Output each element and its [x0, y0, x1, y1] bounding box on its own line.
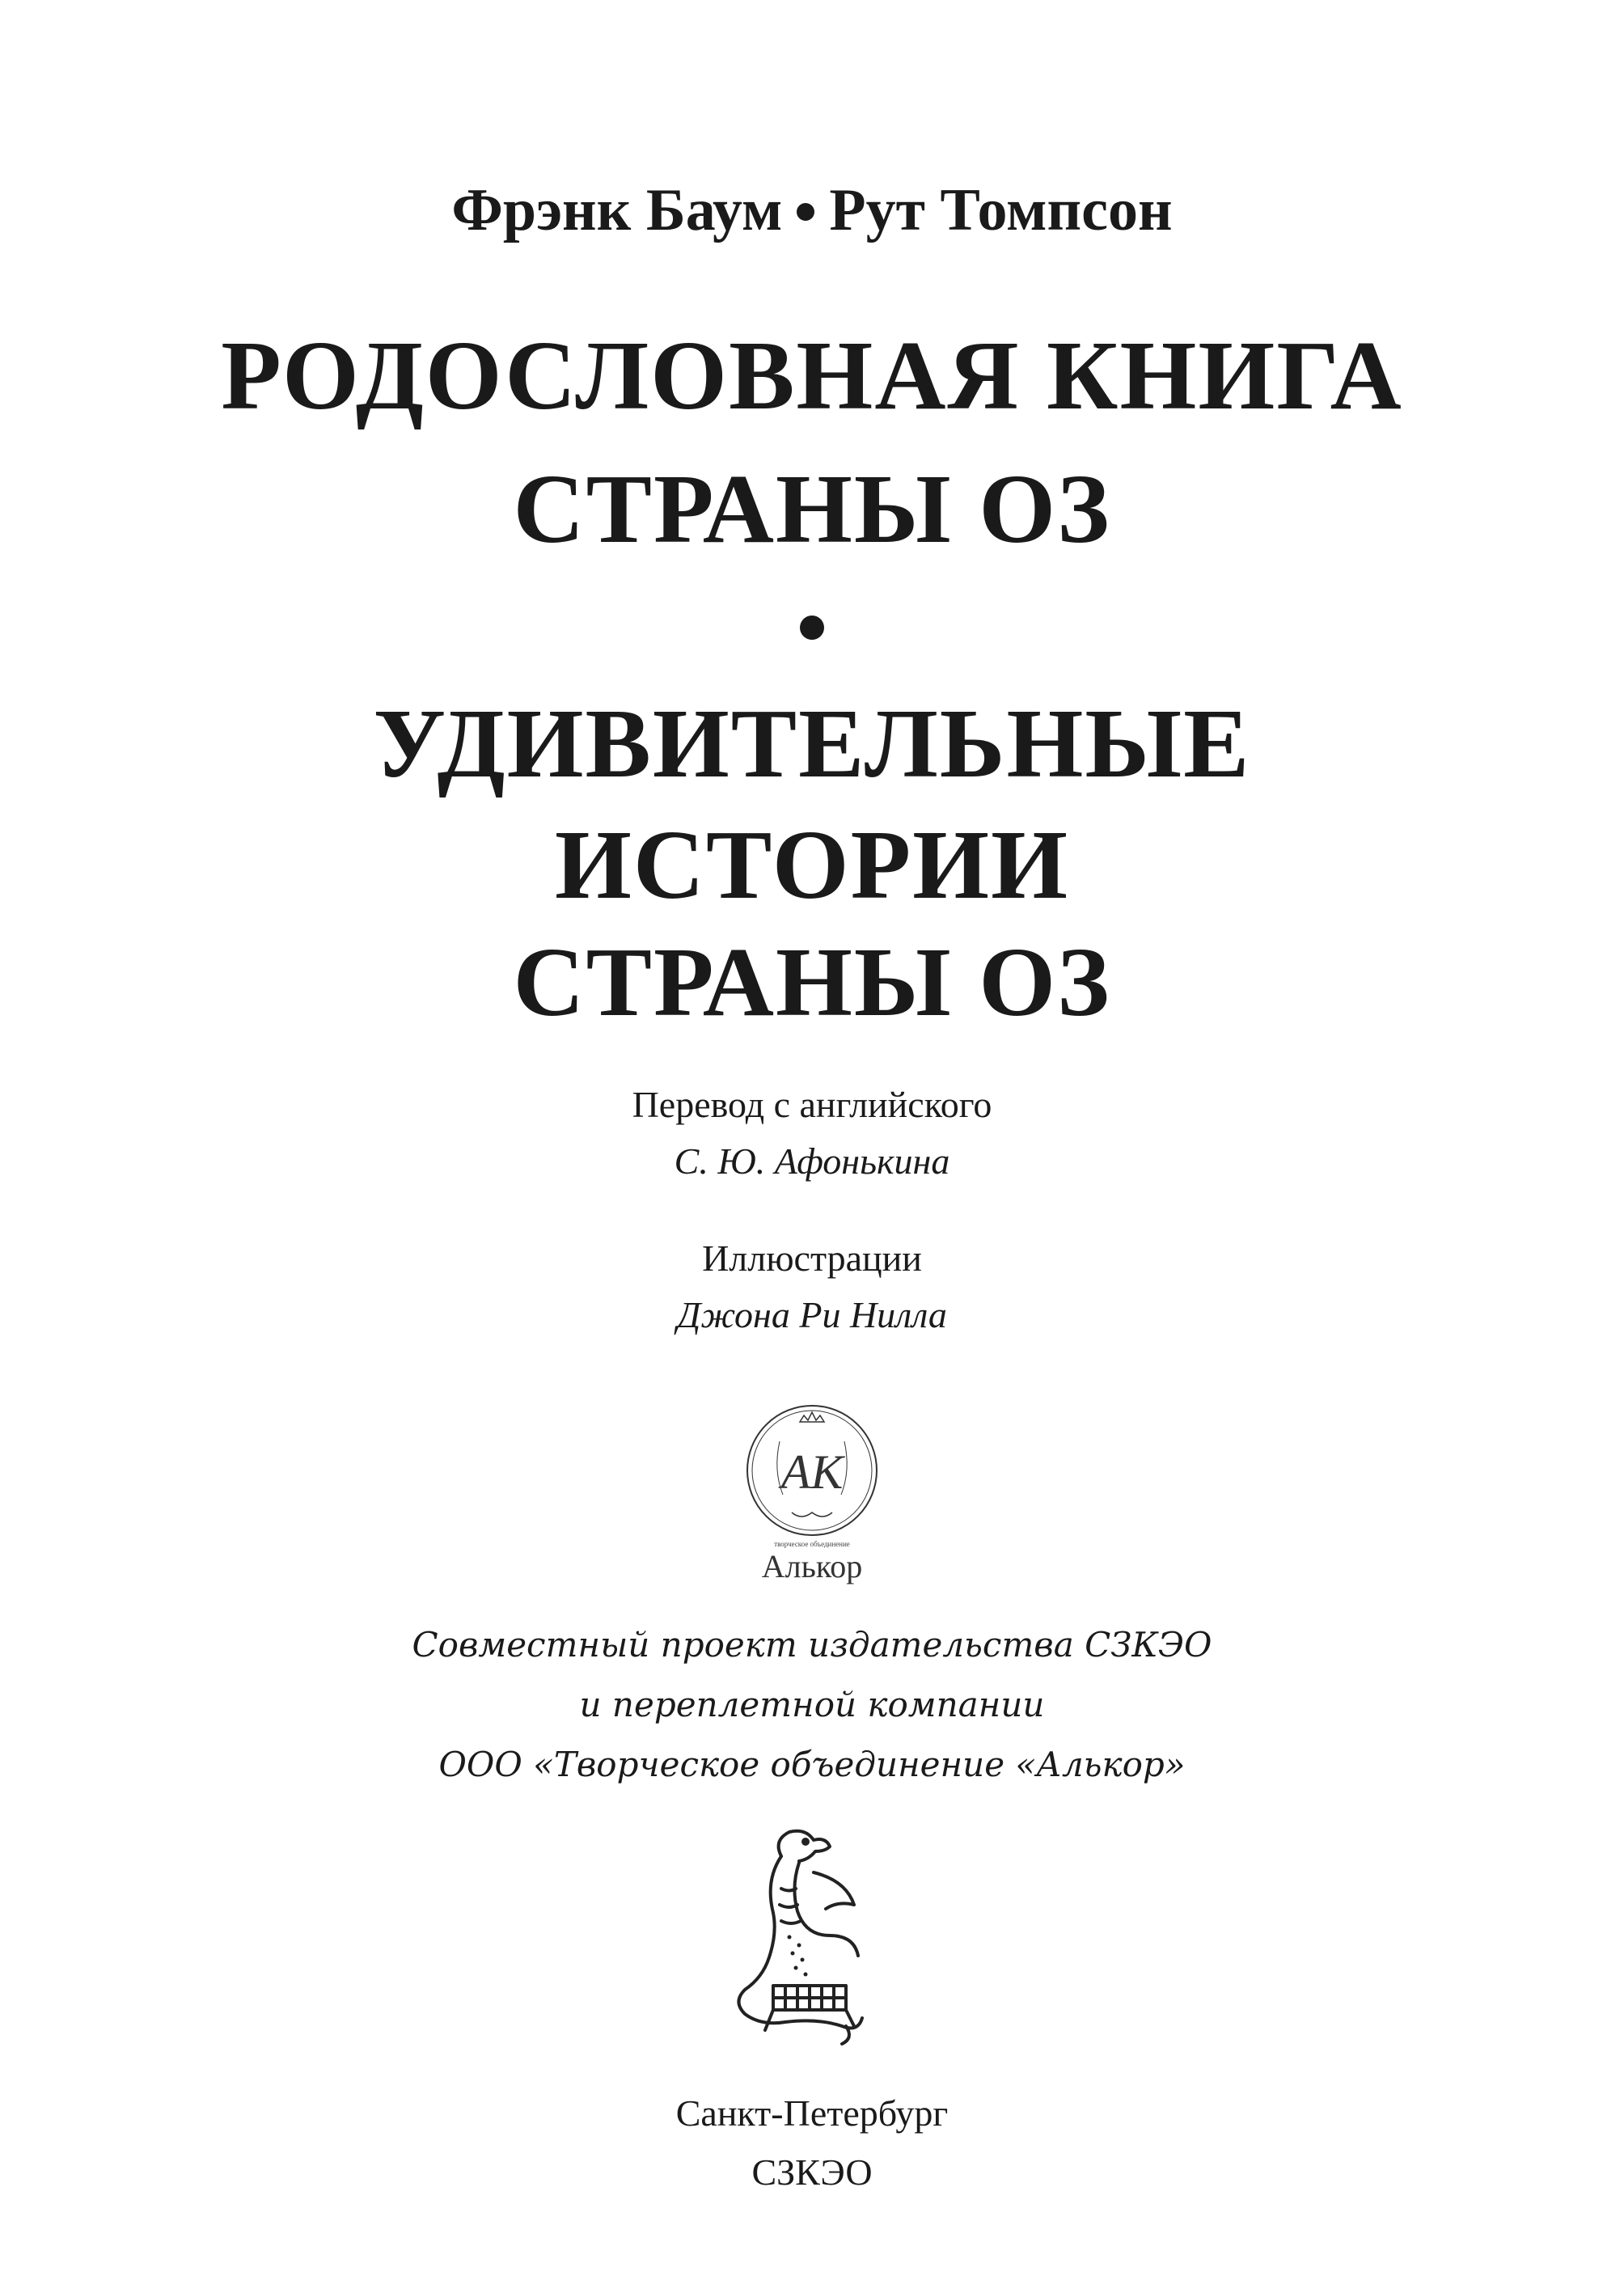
translator-name: С. Ю. Афонькина [674, 1140, 950, 1182]
project-line-2: и переплетной компании [579, 1685, 1045, 1724]
authors [0, 174, 1624, 247]
bullet-dot-icon [800, 616, 824, 640]
title-book1-line1: РОДОСЛОВНАЯ КНИГА [221, 321, 1403, 430]
title-book1-line2: СТРАНЫ ОЗ [513, 455, 1111, 564]
illustrator-name: Джона Ри Нилла [677, 1294, 947, 1335]
title-book2-line3: СТРАНЫ ОЗ [513, 928, 1111, 1037]
imprint-publisher: СЗКЭО [751, 2151, 873, 2193]
logo-name: Алькор [761, 1548, 863, 1584]
author-baum: Фрэнк Баум [451, 177, 783, 243]
logo-small-text: творческое объединение [774, 1540, 850, 1548]
dragon-emblem-icon [725, 1824, 878, 2050]
logo-monogram: АК [780, 1445, 844, 1499]
author-thompson: Рут Томпсон [829, 177, 1173, 243]
illustrations-label: Иллюстрации [702, 1237, 922, 1279]
title-book2-line1: УДИВИТЕЛЬНЫЕ [373, 689, 1251, 798]
alkor-seal-icon [735, 1399, 889, 1585]
bullet-dot-icon [797, 203, 814, 221]
title-book2-line2: ИСТОРИИ [555, 810, 1069, 920]
project-line-3: ООО «Творческое объединение «Алькор» [438, 1745, 1186, 1784]
project-line-1: Совместный проект издательства СЗКЭО [412, 1625, 1212, 1665]
imprint-city: Санкт-Петербург [675, 2092, 949, 2134]
translation-label: Перевод с английского [632, 1084, 992, 1125]
